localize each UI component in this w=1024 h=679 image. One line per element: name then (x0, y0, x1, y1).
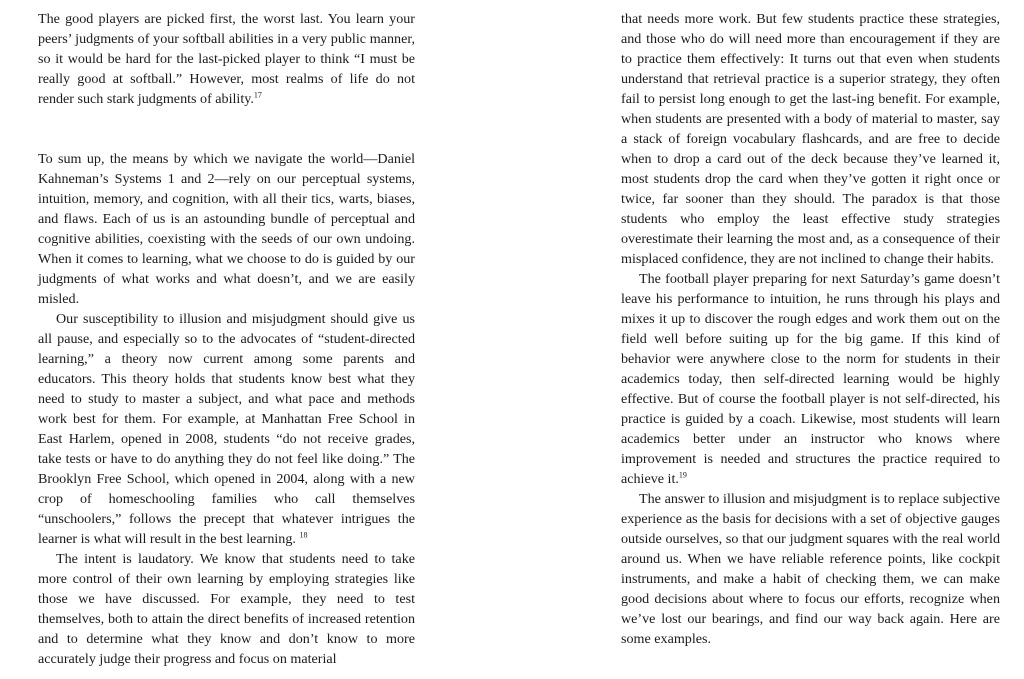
right-page (621, 9, 1000, 649)
footnote-17: 17 (253, 90, 262, 100)
footnote-19: 19 (678, 470, 687, 480)
left-paragraph-2: To sum up, the means by which we navigate the world—Daniel Kahneman’s Systems 1 and 2—rely on our perceptual systems, intuition, memory, and cognition, with all their tics, warts, biases, and flaws. Each of us is an astounding bundle of perceptual and cognitive abilities, coexisting with the seeds of our own undoing. When it comes to learning, what we choose to do is guided by our judgments of what works and what doesn’t, and we are easily misled. (38, 151, 415, 307)
left-paragraph-4: The intent is laudatory. We know that students need to take more control of their own learning by employing strategies like those we have discussed. For example, they need to test themselves, both to attain the direct benefits of increased retention and to determine what they know and don’t know to more accurately judge their progress and focus on material (38, 551, 415, 667)
left-page (38, 9, 415, 669)
right-paragraph-1: that needs more work. But few students practice these strategies, and those who do will need more than encouragement if they are to practice them effectively: It turns out that even when students understand that retrieval practice is a superior strategy, they often fail to persist long enough to get the last-ing benefit. For example, when students are presented with a body of material to master, say a stack of foreign vocabulary flashcards, and are free to decide when to drop a card out of the deck because they’ve learned it, most students drop the card when they’ve gotten it right once or twice, far sooner than they should. The paradox is that those students who employ the least effective study strategies overestimate their learning the most and, as a consequence of their misplaced confidence, they are not inclined to change their habits. (621, 11, 1000, 267)
right-paragraph-3: The answer to illusion and misjudgment is to replace subjective experience as the basis for decisions with a set of objective gauges outside ourselves, so that our judgment squares with the real world around us. When we have reliable reference points, like cockpit instruments, and make a habit of checking them, we can make good decisions about where to focus our efforts, recognize when we’ve lost our bearings, and find our way back again. Here are some examples. (621, 491, 1000, 647)
right-paragraph-2: The football player preparing for next Saturday’s game doesn’t leave his performance to intuition, he runs through his plays and mixes it up to discover the rough edges and work them out on the field well before suiting up for the big game. If this kind of behavior were anywhere close to the norm for students in their academics today, then self-directed learning would be highly effective. But of course the football player is not self-directed, his practice is guided by a coach. Likewise, most students will learn academics better under an instructor who knows where improvement is needed and structures the practice required to achieve it.$^{19}$ (621, 271, 1000, 487)
footnote-18: 18 (299, 530, 308, 540)
section-break (38, 109, 415, 149)
left-paragraph-1: The good players are picked first, the worst last. You learn your peers’ judgments of your softball abilities in a very public manner, so it would be hard for the last-picked player to think “I must be really good at softball.” However, most realms of life do not render such stark judgments of ability.$^{17}$ (38, 11, 415, 107)
left-paragraph-3: Our susceptibility to illusion and misjudgment should give us all pause, and especially so to the advocates of “student-directed learning,” a theory now current among some parents and educators. This theory holds that students know best what they need to study to master a subject, and what pace and methods work best for them. For example, at Manhattan Free School in East Harlem, opened in 2008, students “do not receive grades, take tests or have to do anything they do not feel like doing.” The Brooklyn Free School, which opened in 2004, along with a new crop of homeschooling families who call themselves “unschoolers,” follows the precept that whatever intrigues the learner is what will result in the best learning. $^{18}$ (38, 311, 415, 547)
